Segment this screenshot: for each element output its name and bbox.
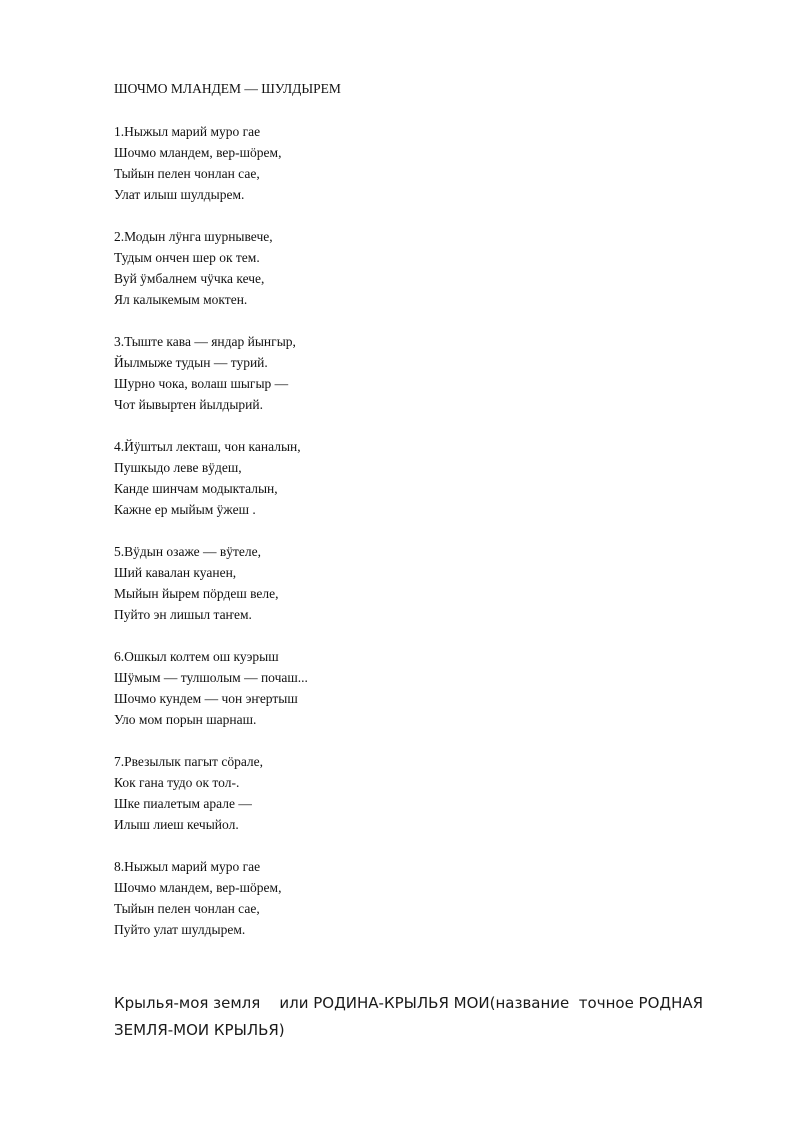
song-title: ШОЧМО МЛАНДЕМ — ШУЛДЫРЕМ: [114, 81, 341, 96]
stanza-line: Тыйын пелен чонлан сае,: [114, 166, 260, 181]
stanza-line: Шурно чока, волаш шыгыр —: [114, 376, 289, 391]
stanza-line: 6.Ошкыл колтем ош куэрыш: [114, 649, 279, 664]
stanza-line: Пуйто эн лишыл таҥем.: [114, 607, 252, 622]
stanza-line: Шке пиалетым арале —: [114, 796, 252, 811]
stanza-line: Канде шинчам модыкталын,: [114, 481, 278, 496]
stanza-3: [114, 331, 296, 415]
stanza-line: Шочмо мландем, вер-шӧрем,: [114, 880, 282, 895]
stanza-line: Тыйын пелен чонлан сае,: [114, 901, 260, 916]
translation-heading: Крылья-моя земля или РОДИНА-КРЫЛЬЯ МОИ(название точное РОДНАЯ ЗЕМЛЯ-МОИ КРЫЛЬЯ): [114, 994, 708, 1039]
stanza-line: 2.Модын лӱнга шурнывече,: [114, 229, 273, 244]
stanza-line: Тудым ончен шер ок тем.: [114, 250, 260, 265]
stanza-line: Шӱмым — тулшолым — почаш...: [114, 670, 308, 685]
stanza-line: 5.Вӱдын озаже — вӱтеле,: [114, 544, 262, 559]
stanza-7: [114, 751, 263, 835]
stanza-2: [114, 226, 273, 310]
stanza-line: Пушкыдо леве вӱдеш,: [114, 460, 242, 475]
stanza-8: [114, 856, 281, 940]
stanza-5: [114, 541, 279, 625]
stanza-line: Улат илыш шулдырем.: [114, 187, 245, 202]
stanza-6: [114, 646, 308, 730]
stanza-line: Вуй ӱмбалнем чӱчка кече,: [114, 271, 265, 286]
stanza-4: [114, 436, 301, 520]
stanza-line: 3.Тыште кава — яндар йынгыр,: [114, 334, 296, 349]
stanza-line: Мыйын йырем пӧрдеш веле,: [114, 586, 279, 601]
stanza-1: [114, 121, 281, 205]
stanza-line: Йылмыже тудын — турий.: [114, 355, 268, 370]
stanza-line: Ший кавалан куанен,: [114, 565, 237, 580]
stanza-line: Уло мом порын шарнаш.: [114, 712, 257, 727]
stanza-line: Кок гана тудо ок тол-.: [114, 775, 240, 790]
stanza-line: 4.Йӱштыл лекташ, чон каналын,: [114, 439, 301, 454]
stanza-line: Шочмо кундем — чон эҥертыш: [114, 691, 298, 706]
stanza-line: Шочмо мландем, вер-шӧрем,: [114, 145, 282, 160]
stanza-line: 1.Ныжыл марий муро гае: [114, 124, 261, 139]
stanza-line: Ял калыкемым моктен.: [114, 292, 248, 307]
stanza-line: Пуйто улат шулдырем.: [114, 922, 246, 937]
stanza-line: 7.Рвезылык пагыт сӧрале,: [114, 754, 264, 769]
stanza-line: Чот йывыртен йылдырий.: [114, 397, 263, 412]
stanza-line: 8.Ныжыл марий муро гае: [114, 859, 261, 874]
stanza-line: Илыш лиеш кечыйол.: [114, 817, 239, 832]
stanza-line: Кажне ер мыйым ӱжеш .: [114, 502, 256, 517]
